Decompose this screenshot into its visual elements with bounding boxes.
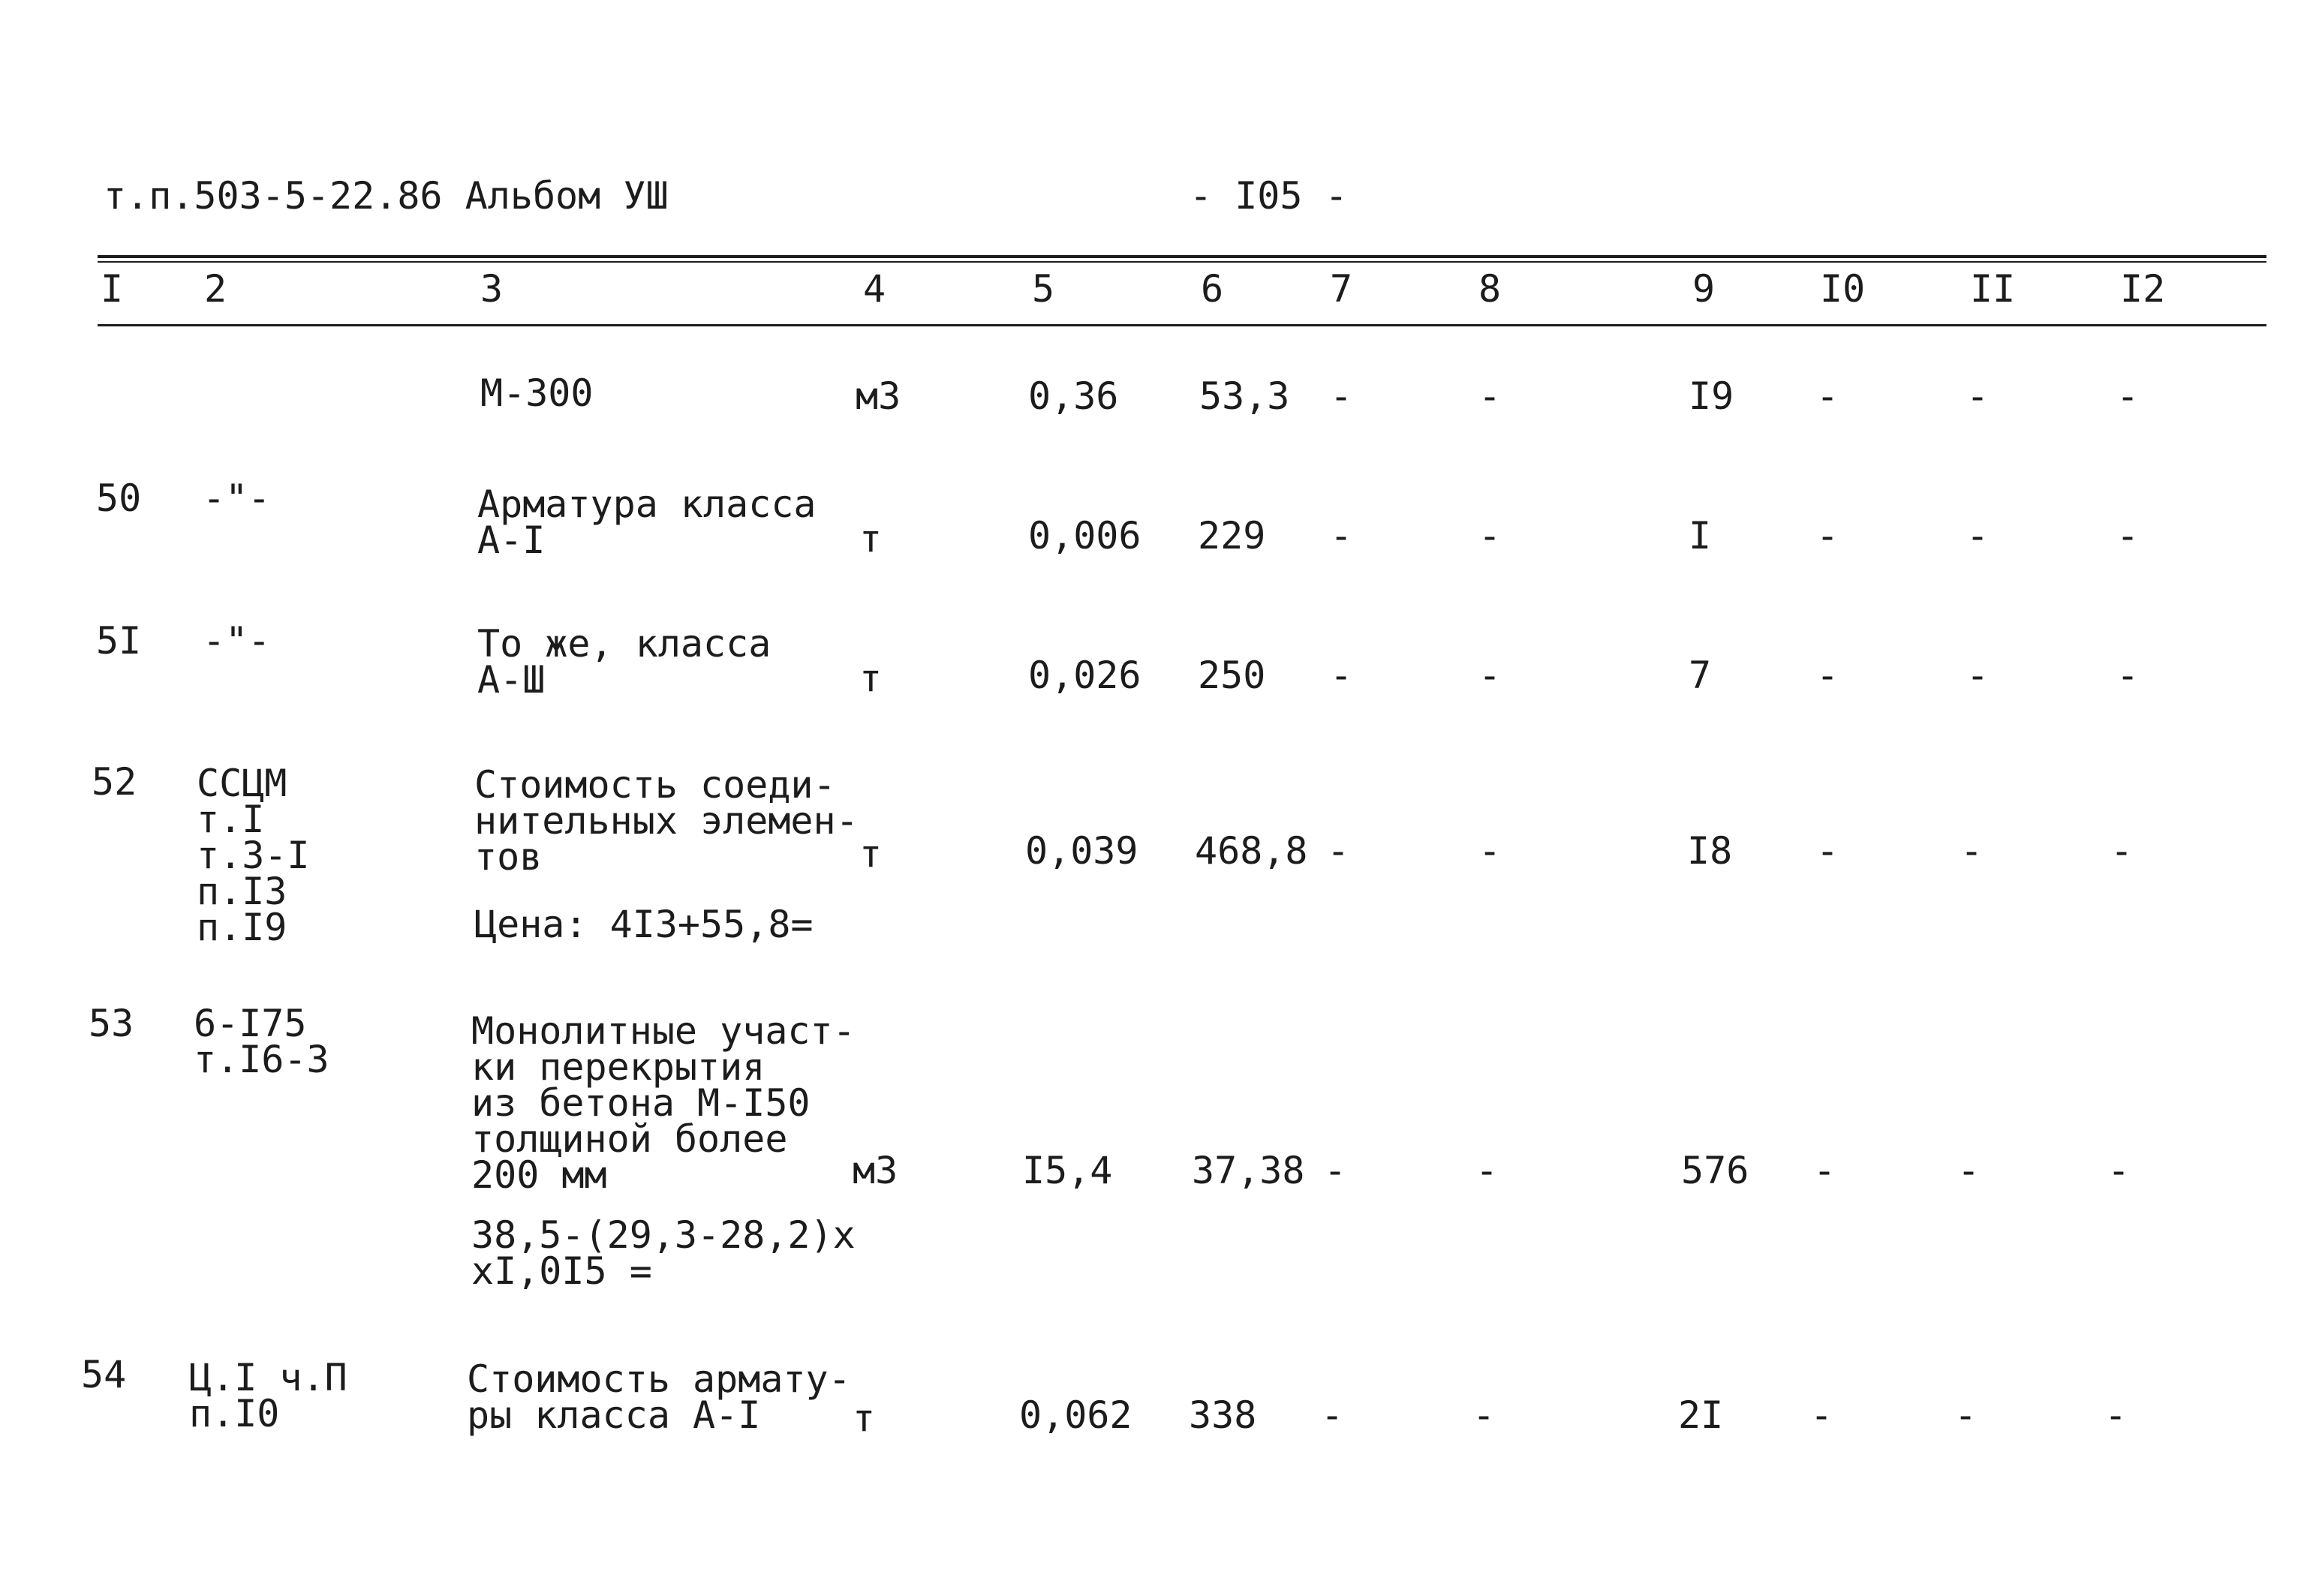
row-col8: -: [1478, 514, 1502, 558]
row-unit: т: [859, 657, 883, 700]
row-col9: 7: [1689, 654, 1712, 697]
row-col7: -: [1321, 1393, 1344, 1437]
row-col11: -: [1954, 1393, 1978, 1437]
row-description: Арматура класса А-I: [477, 482, 817, 562]
row-col12: -: [2104, 1393, 2128, 1437]
row-quantity: 0,026: [1028, 654, 1141, 697]
row-col8: -: [1472, 1393, 1496, 1437]
row-col10: -: [1813, 1149, 1836, 1192]
row-col7: -: [1330, 514, 1353, 558]
row-col11: -: [1966, 374, 1990, 418]
row-col10: -: [1816, 829, 1839, 873]
column-header: 7: [1330, 267, 1353, 311]
row-col12: -: [2116, 514, 2140, 558]
row-quantity: I5,4: [1022, 1149, 1113, 1192]
column-header: 2: [204, 267, 227, 311]
row-description: То же, класса А-Ш: [477, 622, 772, 702]
row-reference: 6-I75 т.I6-3: [194, 1002, 329, 1081]
row-col8: -: [1478, 374, 1502, 418]
row-number: 5I: [96, 619, 142, 663]
row-reference: ССЦМ т.I т.3-I п.I3 п.I9: [197, 762, 310, 949]
column-header: I: [101, 267, 124, 311]
row-col9: 576: [1681, 1149, 1749, 1192]
row-col10: -: [1816, 374, 1839, 418]
row-col12: -: [2107, 1149, 2131, 1192]
row-col10: -: [1810, 1393, 1833, 1437]
row-col12: -: [2110, 829, 2134, 873]
row-reference: Ц.I ч.П п.I0: [189, 1356, 347, 1435]
row-unit-price: 37,38: [1192, 1149, 1305, 1192]
row-unit: т: [859, 517, 883, 561]
row-calc-note: 38,5-(29,3-28,2)х хI,0I5 =: [471, 1213, 856, 1293]
row-col12: -: [2116, 654, 2140, 697]
table-top-rule-thin: [98, 261, 2266, 263]
page-number: - I05 -: [1190, 174, 1348, 218]
row-col7: -: [1330, 654, 1353, 697]
table-header-rule: [98, 324, 2266, 326]
row-col11: -: [1966, 654, 1990, 697]
row-col8: -: [1478, 654, 1502, 697]
row-unit: т: [853, 1396, 876, 1440]
row-unit: т: [859, 832, 883, 876]
column-header: 6: [1201, 267, 1224, 311]
row-unit-price: 53,3: [1199, 374, 1290, 418]
row-unit: м3: [856, 374, 901, 418]
row-col7: -: [1330, 374, 1353, 418]
column-header: 4: [863, 267, 886, 311]
document-reference: т.п.503-5-22.86 Альбом УШ: [104, 174, 669, 218]
row-quantity: 0,36: [1028, 374, 1119, 418]
row-col11: -: [1960, 829, 1984, 873]
row-col12: -: [2116, 374, 2140, 418]
row-reference: -"-: [203, 619, 271, 663]
row-col11: -: [1957, 1149, 1981, 1192]
row-col9: I8: [1687, 829, 1733, 873]
row-col7: -: [1327, 829, 1350, 873]
column-header: 3: [480, 267, 504, 311]
row-col9: I9: [1689, 374, 1734, 418]
row-description: Монолитные участ- ки перекрытия из бетона М-I50 толщиной более 200 мм: [471, 1009, 856, 1197]
row-price-note: Цена: 4I3+55,8=: [474, 903, 814, 946]
row-col7: -: [1324, 1149, 1347, 1192]
row-unit-price: 229: [1198, 514, 1266, 558]
row-col9: 2I: [1678, 1393, 1724, 1437]
row-unit-price: 250: [1198, 654, 1266, 697]
column-header: I0: [1820, 267, 1866, 311]
row-quantity: 0,039: [1025, 829, 1138, 873]
row-quantity: 0,062: [1019, 1393, 1132, 1437]
row-description: Стоимость армату- ры класса А-I: [467, 1357, 851, 1437]
column-header: I2: [2120, 267, 2166, 311]
row-number: 54: [81, 1353, 127, 1396]
row-col8: -: [1475, 1149, 1499, 1192]
row-col9: I: [1689, 514, 1712, 558]
column-header: 5: [1032, 267, 1055, 311]
row-unit-price: 468,8: [1195, 829, 1308, 873]
row-reference: -"-: [203, 476, 271, 520]
row-col10: -: [1816, 654, 1839, 697]
row-number: 50: [96, 476, 142, 520]
row-quantity: 0,006: [1028, 514, 1141, 558]
row-col8: -: [1478, 829, 1502, 873]
row-description: М-300: [480, 371, 594, 415]
row-number: 52: [92, 760, 137, 804]
row-number: 53: [89, 1002, 134, 1045]
row-col11: -: [1966, 514, 1990, 558]
column-header: II: [1970, 267, 2016, 311]
column-header: 9: [1692, 267, 1716, 311]
row-unit: м3: [853, 1149, 898, 1192]
row-col10: -: [1816, 514, 1839, 558]
row-description: Стоимость соеди- нительных элемен- тов: [474, 763, 859, 879]
row-unit-price: 338: [1189, 1393, 1257, 1437]
table-top-rule: [98, 255, 2266, 258]
column-header: 8: [1478, 267, 1502, 311]
